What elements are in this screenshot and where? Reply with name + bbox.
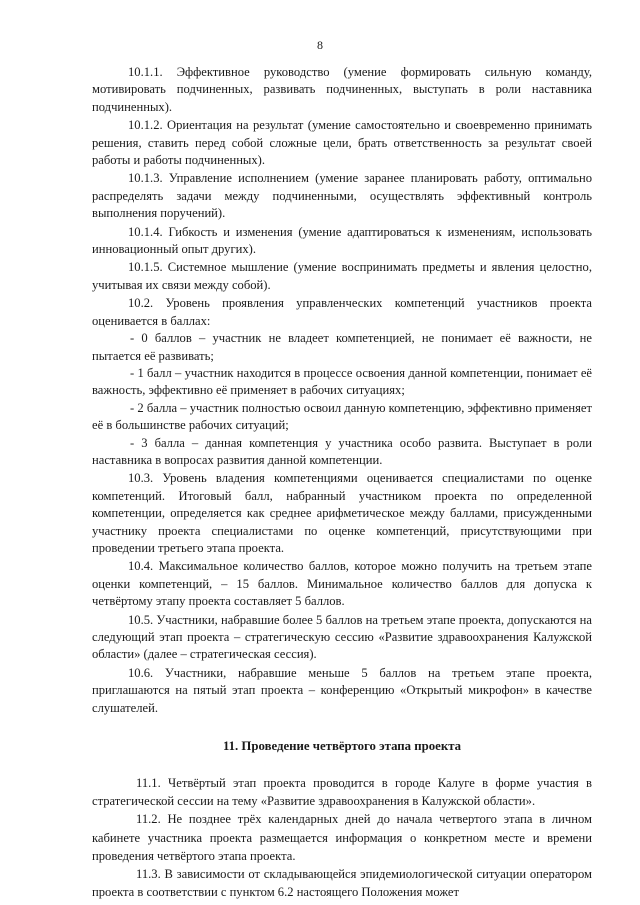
paragraph-10-1-1: 10.1.1. Эффективное руководство (умение формировать сильную команду, мотивировать подчиненных, развивать подчиненных, выступать в роли наставника подчиненных). — [92, 65, 592, 114]
paragraph-10-1-3: 10.1.3. Управление исполнением (умение заранее планировать работу, оптимально распределять задачи между подчиненными, осуществлять эффективный контроль выполнения поручений). — [92, 171, 592, 221]
page-number: 8 — [317, 38, 323, 52]
list-item-1-point: - 1 балл – участник находится в процессе освоения данной компетенции, понимает её важность, эффективно её применяет в рабочих ситуациях; — [92, 365, 592, 398]
list-item-3-points: - 3 балла – данная компетенция у участника особо развита. Выступает в роли наставника в вопросах развития данной компетенции. — [92, 435, 592, 467]
paragraph-11-3: 11.3. В зависимости от складывающейся эпидемиологической ситуации оператором проекта в соответствии с пунктом 6.2 настоящего Положения может — [92, 867, 592, 900]
paragraph-10-1-4: 10.1.4. Гибкость и изменения (умение адаптироваться к изменениям, использовать инновационный опыт других). — [92, 224, 592, 257]
list-item-2-points: - 2 балла – участник полностью освоил данную компетенцию, эффективно применяет её в большинстве рабочих ситуаций; — [92, 400, 592, 433]
paragraph-11-2: 11.2. Не позднее трёх календарных дней до начала четвертого этапа в личном кабинете участника проекта размещается информация о конкретном месте и времени проведения четвёртого этапа проекта. — [92, 812, 592, 863]
paragraph-10-5: 10.5. Участники, набравшие более 5 баллов на третьем этапе проекта, допускаются на следующий этап проекта – стратегическую сессию «Развитие здравоохранения Калужской области» (далее – стратегическая сессия). — [92, 612, 592, 662]
paragraph-10-1-2: 10.1.2. Ориентация на результат (умение самостоятельно и своевременно принимать решения, ставить перед собой сложные цели, брать ответственность за результат своей работы и работы подчиненных). — [92, 118, 592, 168]
paragraph-10-4: 10.4. Максимальное количество баллов, которое можно получить на третьем этапе оценки компетенций, – 15 баллов. Минимальное количество баллов для допуска к четвёртому этапу проекта составляет 5 баллов. — [92, 559, 592, 609]
paragraph-11-1: 11.1. Четвёртый этап проекта проводится в городе Калуге в форме участия в стратегической сессии на тему «Развитие здравоохранения в Калужской области». — [92, 776, 592, 809]
list-item-0-points: - 0 баллов – участник не владеет компетенцией, не понимает её важности, не пытается её развивать; — [92, 331, 592, 363]
section-heading: 11. Проведение четвёртого этапа проекта — [222, 739, 462, 754]
paragraph-10-2: 10.2. Уровень проявления управленческих компетенций участников проекта оценивается в баллах: — [92, 296, 592, 328]
paragraph-10-3: 10.3. Уровень владения компетенциями оценивается специалистами по оценке компетенций. Итоговый балл, набранный участником проекта по определенной компетенции, определяется как среднее арифметическое между баллами, присужденными участнику проекта специалистами по оценке компетенций, присутствующими при проведении третьего этапа проекта. — [92, 471, 592, 555]
document-body — [92, 64, 592, 901]
paragraph-10-6: 10.6. Участники, набравшие меньше 5 баллов на третьем этапе проекта, приглашаются на пятый этап проекта – конференцию «Открытый микрофон» в качестве слушателей. — [92, 665, 592, 715]
paragraph-10-1-5: 10.1.5. Системное мышление (умение воспринимать предметы и явления целостно, учитывая их связи между собой). — [92, 260, 592, 292]
